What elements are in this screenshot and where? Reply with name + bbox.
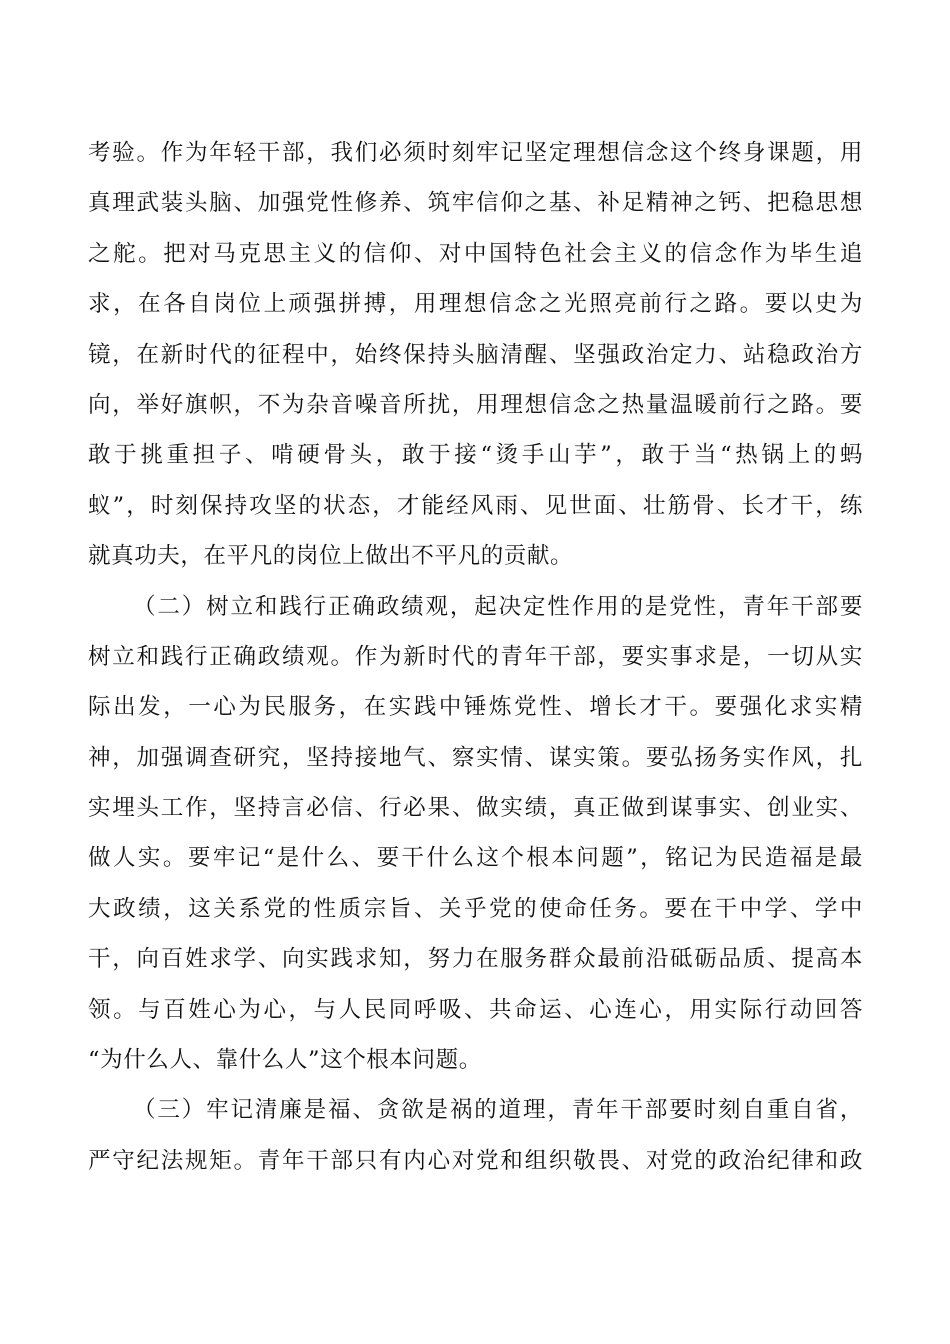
text-line: 大政绩，这关系党的性质宗旨、关乎党的使命任务。要在干中学、学中 xyxy=(88,895,863,922)
text-line: （三）牢记清廉是福、贪欲是祸的道理，青年干部要时刻自重自省， xyxy=(133,1097,863,1124)
text-line: 树立和践行正确政绩观。作为新时代的青年干部，要实事求是，一切从实 xyxy=(88,643,863,670)
document-body xyxy=(88,128,863,1186)
text-line: 神，加强调查研究，坚持接地气、察实情、谋实策。要弘扬务实作风，扎 xyxy=(88,744,863,771)
text-line: 镜，在新时代的征程中，始终保持头脑清醒、坚强政治定力、站稳政治方 xyxy=(88,341,863,368)
paragraph-integrity xyxy=(88,1085,863,1186)
text-line: “为什么人、靠什么人”这个根本问题。 xyxy=(88,1047,482,1074)
text-line: 之舵。把对马克思主义的信仰、对中国特色社会主义的信念作为毕生追 xyxy=(88,240,863,267)
text-line: 考验。作为年轻干部，我们必须时刻牢记坚定理想信念这个终身课题，用 xyxy=(88,140,863,166)
text-line: 向，举好旗帜，不为杂音噪音所扰，用理想信念之热量温暖前行之路。要 xyxy=(88,391,863,418)
text-line: 真理武装头脑、加强党性修养、筑牢信仰之基、补足精神之钙、把稳思想 xyxy=(88,190,863,217)
text-line: 实埋头工作，坚持言必信、行必果、做实绩，真正做到谋事实、创业实、 xyxy=(88,795,863,822)
paragraph-ideals-continuation xyxy=(88,128,863,582)
text-line: 敢于挑重担子、啃硬骨头，敢于接“烫手山芋”，敢于当“热锅上的蚂 xyxy=(88,442,863,469)
text-line: 就真功夫，在平凡的岗位上做出不平凡的贡献。 xyxy=(88,543,574,570)
text-line: 领。与百姓心为心，与人民同呼吸、共命运、心连心，用实际行动回答 xyxy=(88,996,863,1023)
text-line: （二）树立和践行正确政绩观，起决定性作用的是党性，青年干部要 xyxy=(133,593,863,620)
text-line: 严守纪法规矩。青年干部只有内心对党和组织敬畏、对党的政治纪律和政 xyxy=(88,1147,863,1174)
text-line: 求，在各自岗位上顽强拼搏，用理想信念之光照亮前行之路。要以史为 xyxy=(88,291,863,318)
text-line: 际出发，一心为民服务，在实践中锤炼党性、增长才干。要强化求实精 xyxy=(88,694,863,721)
text-line: 做人实。要牢记“是什么、要干什么这个根本问题”，铭记为民造福是最 xyxy=(88,845,863,872)
paragraph-performance-view xyxy=(88,582,863,1086)
text-line: 蚁”，时刻保持攻坚的状态，才能经风雨、见世面、壮筋骨、长才干，练 xyxy=(88,492,863,519)
text-line: 干，向百姓求学、向实践求知，努力在服务群众最前沿砥砺品质、提高本 xyxy=(88,946,863,973)
